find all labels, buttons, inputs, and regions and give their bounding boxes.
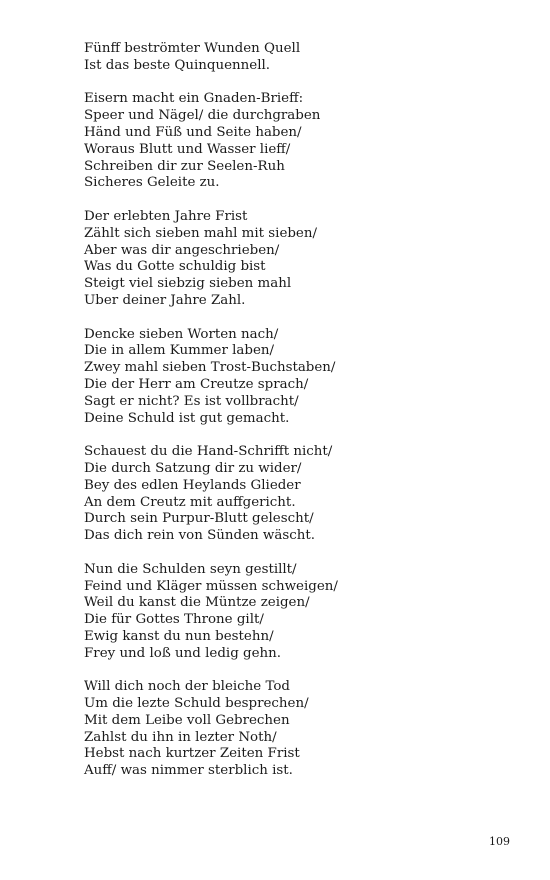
poem-line: Die durch Satzung dir zu wider/	[84, 460, 302, 476]
stanza-3	[84, 209, 524, 310]
stanza-2	[84, 91, 524, 192]
poem-line: Händ und Füß und Seite haben/	[84, 124, 302, 140]
poem-line: Deine Schuld ist gut gemacht.	[84, 410, 290, 426]
stanza-7	[84, 679, 524, 780]
stanza-6	[84, 562, 524, 663]
poem-line: Das dich rein von Sünden wäscht.	[84, 528, 315, 544]
poem-line: Die der Herr am Creutze sprach/	[84, 376, 309, 392]
poem-line: Hebst nach kurtzer Zeiten Frist	[84, 746, 300, 762]
poem-line: Steigt viel siebzig sieben mahl	[84, 276, 292, 292]
poem-line: An dem Creutz mit auffgericht.	[84, 494, 296, 510]
stanza-1	[84, 41, 524, 75]
poem-line: Frey und loß und ledig gehn.	[84, 645, 282, 661]
poem-line: Was du Gotte schuldig bist	[84, 259, 266, 275]
poem-line: Zählt sich sieben mahl mit sieben/	[84, 225, 317, 241]
poem-line: Schreiben dir zur Seelen-Ruh	[84, 158, 285, 174]
page-number: 109	[489, 835, 510, 848]
poem-line: Sagt er nicht? Es ist vollbracht/	[84, 393, 299, 409]
poem-line: Die in allem Kummer laben/	[84, 343, 274, 359]
stanza-5	[84, 444, 524, 545]
poem-line: Will dich noch der bleiche Tod	[84, 679, 290, 695]
poem-line: Nun die Schulden seyn gestillt/	[84, 561, 297, 577]
poem-line: Eisern macht ein Gnaden-Brieff:	[84, 91, 304, 107]
poem-line: Woraus Blutt und Wasser lieff/	[84, 141, 291, 157]
poem-line: Die für Gottes Throne gilt/	[84, 612, 264, 628]
poem-line: Der erlebten Jahre Frist	[84, 208, 248, 224]
poem-line: Feind und Kläger müssen schweigen/	[84, 578, 338, 594]
poem	[84, 41, 524, 797]
poem-line: Aber was dir angeschrieben/	[84, 242, 280, 258]
stanza-4	[84, 327, 524, 428]
poem-line: Bey des edlen Heylands Glieder	[84, 477, 301, 493]
poem-line: Mit dem Leibe voll Gebrechen	[84, 712, 290, 728]
poem-line: Ist das beste Quinquennell.	[84, 57, 271, 73]
poem-line: Zwey mahl sieben Trost-Buchstaben/	[84, 360, 336, 376]
poem-line: Weil du kanst die Müntze zeigen/	[84, 595, 310, 611]
poem-line: Auff/ was nimmer sterblich ist.	[84, 763, 293, 779]
poem-line: Sicheres Geleite zu.	[84, 175, 220, 191]
poem-line: Schauest du die Hand-Schrifft nicht/	[84, 444, 333, 460]
poem-line: Ewig kanst du nun bestehn/	[84, 628, 274, 644]
poem-line: Dencke sieben Worten nach/	[84, 326, 279, 342]
poem-line: Fünff beströmter Wunden Quell	[84, 41, 301, 56]
poem-line: Zahlst du ihn in lezter Noth/	[84, 729, 277, 745]
poem-line: Uber deiner Jahre Zahl.	[84, 292, 246, 308]
poem-line: Um die lezte Schuld besprechen/	[84, 696, 309, 712]
poem-line: Durch sein Purpur-Blutt gelescht/	[84, 511, 314, 527]
poem-line: Speer und Nägel/ die durchgraben	[84, 108, 321, 124]
